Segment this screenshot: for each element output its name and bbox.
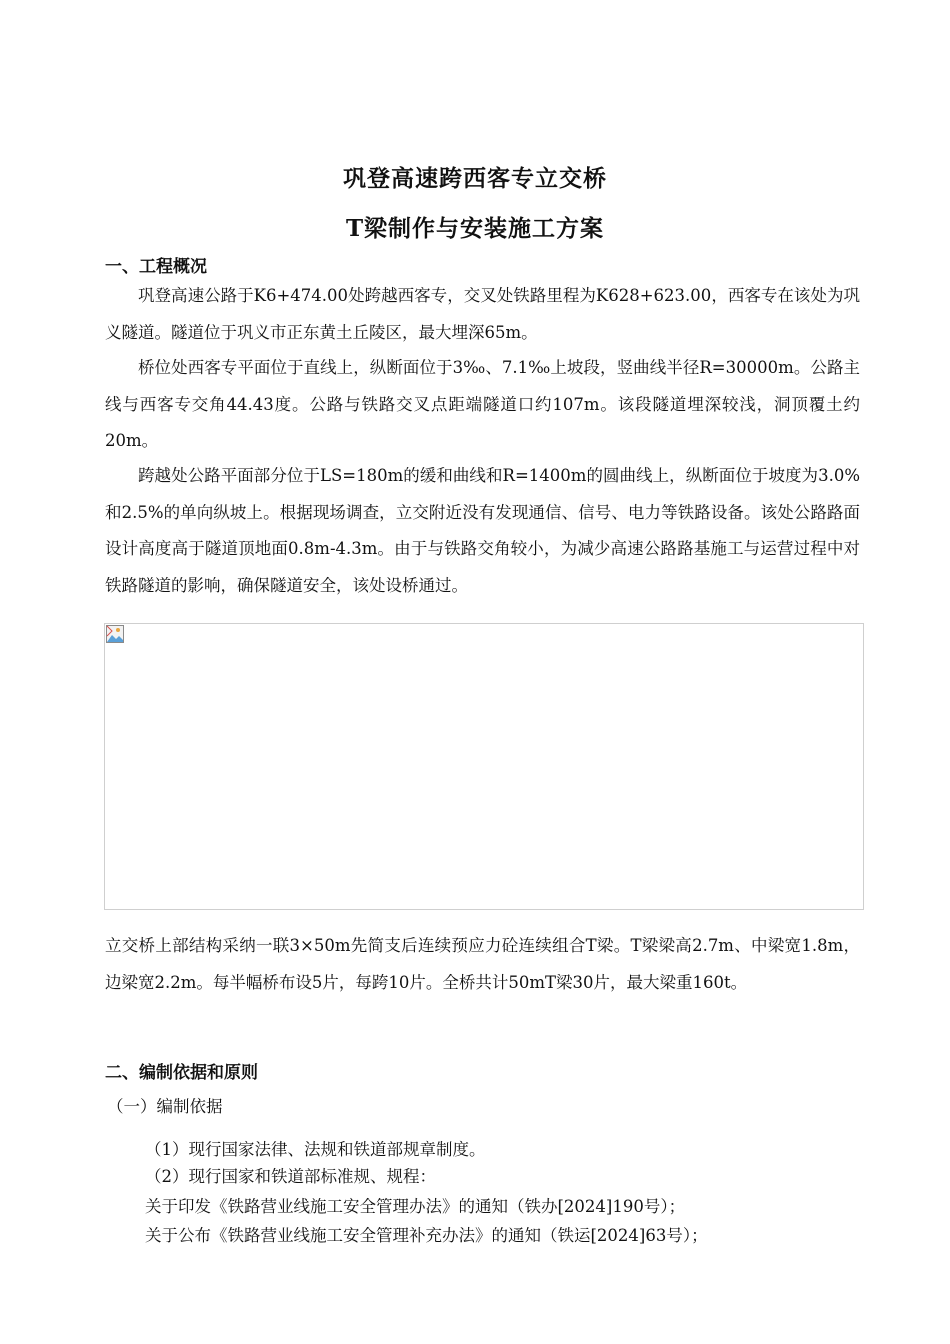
section1-paragraph4: 立交桥上部结构采纳一联3×50m先简支后连续预应力砼连续组合T梁。T梁梁高2.7m、中梁宽1.8m，边梁宽2.2m。每半幅桥布设5片，每跨10片。全桥共计50mT梁30片，最大梁重160t。 (105, 936, 860, 992)
section1-heading: 一、工程概况 (105, 257, 207, 277)
section1-paragraph3: 跨越处公路平面部分位于LS=180m的缓和曲线和R=1400m的圆曲线上，纵断面位于坡度为3.0%和2.5%的单向纵坡上。根据现场调查，立交附近没有发现通信、信号、电力等铁路设备。该处公路路面设计高度高于隧道顶地面0.8m-4.3m。由于与铁路交角较小，为减少高速公路路基施工与运营过程中对铁路隧道的影响，确保隧道安全，该处设桥通过。 (105, 466, 860, 595)
document-title-line1: 巩登高速跨西客专立交桥 (343, 165, 607, 192)
broken-image-icon (106, 625, 124, 643)
basis-item-1: （1）现行国家法律、法规和铁道部规章制度。 (145, 1140, 486, 1159)
section2-subheading: （一）编制依据 (107, 1097, 223, 1116)
figure-placeholder (104, 623, 864, 910)
section1-paragraph2: 桥位处西客专平面位于直线上，纵断面位于3‰、7.1‰上坡段，竖曲线半径R=30000m。公路主线与西客专交角44.43度。公路与铁路交叉点距端隧道口约107m。该段隧道埋深较浅，洞顶覆土约20m。 (105, 358, 860, 450)
reference-1: 关于印发《铁路营业线施工安全管理办法》的通知（铁办[2024]190号）； (145, 1197, 686, 1216)
document-title-line2: T梁制作与安装施工方案 (345, 215, 605, 242)
basis-item-2: （2）现行国家和铁道部标准规、规程： (145, 1167, 436, 1186)
reference-2: 关于公布《铁路营业线施工安全管理补充办法》的通知（铁运[2024]63号）； (145, 1226, 708, 1245)
section1-paragraph1: 巩登高速公路于K6+474.00处跨越西客专，交叉处铁路里程为K628+623.00，西客专在该处为巩义隧道。隧道位于巩义市正东黄土丘陵区，最大埋深65m。 (105, 286, 860, 342)
section2-heading: 二、编制依据和原则 (105, 1063, 258, 1083)
